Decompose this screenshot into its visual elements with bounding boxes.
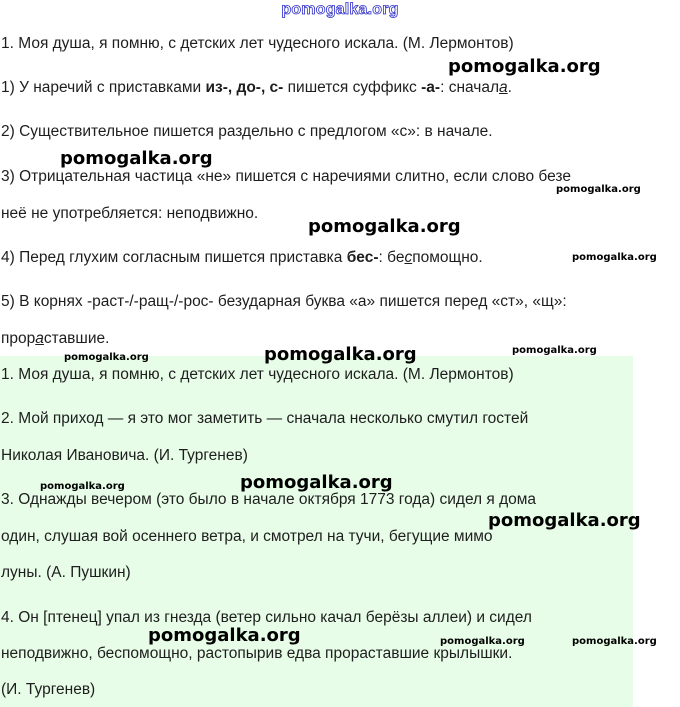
rule-1-text-c: пишется суффикс (283, 79, 422, 96)
sentence-2-line-1: 2. Мой приход — я это мог заметить — сначала несколько смутил гостей (1, 410, 529, 427)
watermark: pomogalka.org (572, 252, 657, 263)
sentence-1: 1. Моя душа, я помню, с детских лет чудесного искала. (М. Лермонтов) (1, 366, 514, 383)
watermark: pomogalka.org (40, 481, 125, 492)
rule-1-text-e: : сначал (440, 79, 500, 96)
rule-1-text-a: 1) У наречий с приставками (1, 79, 206, 96)
rule-5-line-2 (1, 329, 109, 349)
rule-5-highlight-letter: а (35, 330, 44, 347)
watermark: pomogalka.org (488, 510, 641, 531)
sentence-3-line-2: один, слушая вой осеннего ветра, и смотрел на тучи, бегущие мимо (1, 528, 493, 545)
watermark: pomogalka.org (64, 352, 149, 363)
rule-3-line-1: 3) Отрицательная частица «не» пишется с наречиями слитно, если слово безе (1, 168, 571, 185)
sentence-3-line-3: луны. (А. Пушкин) (1, 564, 131, 581)
watermark: pomogalka.org (556, 184, 641, 195)
sentence-4-line-3: (И. Тургенев) (1, 681, 96, 698)
watermark: pomogalka.org (440, 636, 525, 647)
rule-3-line-2: неё не употребляется: неподвижно. (1, 205, 259, 222)
rule-4-highlight-letter: с (404, 249, 413, 266)
rule-4-text-a: 4) Перед глухим согласным пишется приставка (1, 249, 347, 266)
sentence-4-line-2: неподвижно, беспомощно, растопырив едва прораставшие крылышки. (1, 645, 513, 662)
watermark: pomogalka.org (264, 344, 417, 365)
rule-1-suffix: -а- (421, 79, 441, 96)
watermark: pomogalka.org (512, 345, 597, 356)
sentence-3-line-1: 3. Однажды вечером (это было в начале октября 1773 года) сидел я дома (1, 491, 537, 508)
analysis-line-1: 1. Моя душа, я помню, с детских лет чудесного искала. (М. Лермонтов) (1, 35, 514, 52)
rule-5-text-a: прор (1, 330, 36, 347)
rule-2: 2) Существительное пишется раздельно с предлогом «с»: в начале. (1, 123, 493, 140)
sentence-2-line-2: Николая Ивановича. (И. Тургенев) (1, 447, 248, 464)
rule-1 (1, 78, 512, 98)
rule-1-highlight-letter: а (499, 79, 508, 96)
watermark: pomogalka.org (148, 625, 301, 646)
rule-4-prefix: бес- (346, 249, 379, 266)
watermark: pomogalka.org (572, 636, 657, 647)
watermark: pomogalka.org (60, 148, 213, 169)
sentence-4-line-1: 4. Он [птенец] упал из гнезда (ветер сильно качал берёзы аллеи) и сидел (1, 609, 532, 626)
rule-4-text-c: : бе (378, 249, 405, 266)
watermark: pomogalka.org (240, 472, 393, 493)
watermark: pomogalka.org (448, 56, 601, 77)
watermark: pomogalka.org (308, 216, 461, 237)
site-title-watermark: pomogalka.org (281, 1, 399, 18)
rule-5-text-c: ставшие. (43, 330, 110, 347)
rule-4 (1, 248, 483, 268)
rule-5-line-1: 5) В корнях -раст-/-ращ-/-рос- безударная буква «а» пишется перед «ст», «щ»: (1, 293, 567, 310)
rule-1-text-g: . (507, 79, 512, 96)
rule-4-text-e: помощно. (412, 249, 483, 266)
rule-1-prefixes: из-, до-, с- (205, 79, 284, 96)
